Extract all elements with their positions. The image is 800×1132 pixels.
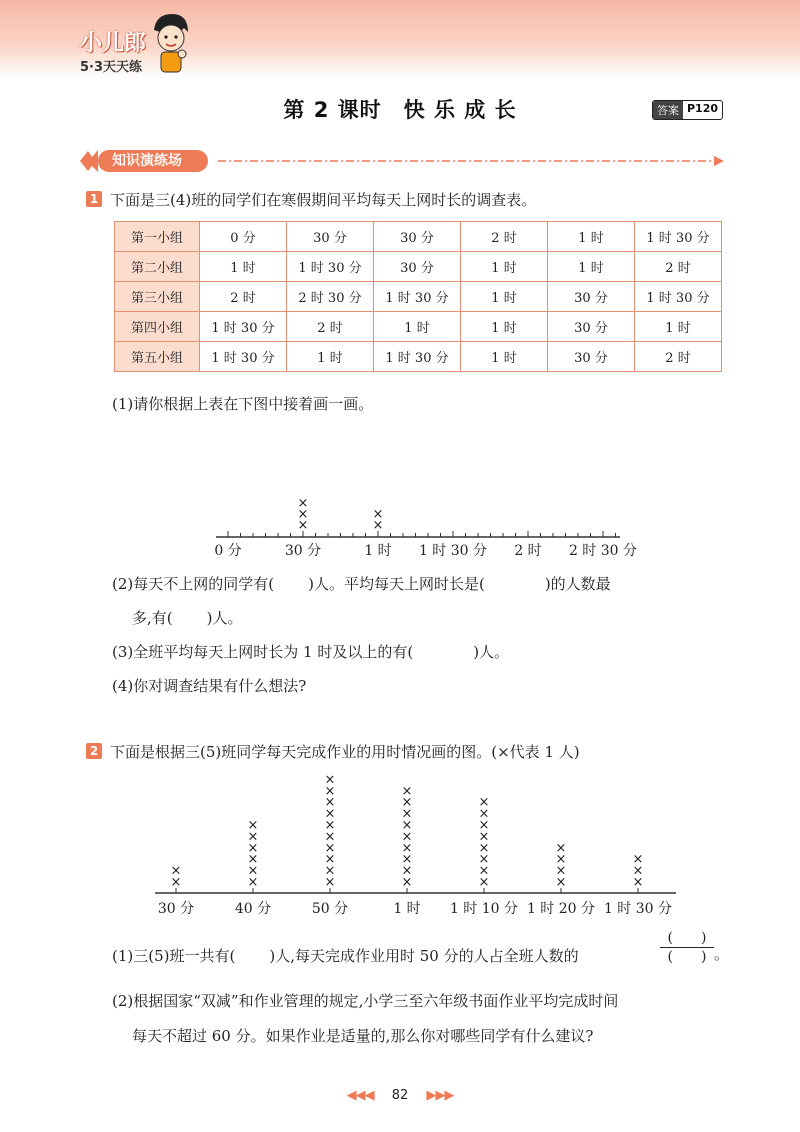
lesson-title: 第 2 课时 快 乐 成 长 <box>283 98 517 122</box>
tick-label: 30 分 <box>284 543 322 559</box>
section-label: 知识演练场 <box>112 153 182 169</box>
table-cell: 30 分 <box>548 282 635 312</box>
q1-sub2-b: )人。平均每天上网时长是( <box>308 575 485 593</box>
mascot-icon <box>148 10 194 74</box>
cross-mark: × <box>555 852 567 868</box>
q1-sub3-a: (3)全班平均每天上网时长为 1 时及以上的有( <box>112 643 414 661</box>
table-cell: 2 时 <box>461 222 548 252</box>
fraction-numerator: ( ) <box>667 930 707 946</box>
cross-mark: × <box>401 829 413 845</box>
table-cell: 2 时 <box>635 342 722 372</box>
question-2-text: 下面是根据三(5)班同学每天完成作业的用时情况画的图。(×代表 1 人) <box>110 743 580 761</box>
cross-mark: × <box>555 875 567 890</box>
table-row <box>115 252 722 282</box>
table-cell: 1 时 30 分 <box>287 252 374 282</box>
cross-mark: × <box>324 840 336 856</box>
q1-sub1: (1)请你根据上表在下图中接着画一画。 <box>112 395 374 413</box>
question-1-text: 下面是三(4)班的同学们在寒假期间平均每天上网时长的调查表。 <box>110 191 537 209</box>
cross-mark: × <box>478 829 490 845</box>
table-row-header: 第二小组 <box>115 252 200 282</box>
cross-mark: × <box>324 829 336 845</box>
category-label: 1 时 10 分 <box>449 901 519 917</box>
cross-mark: × <box>247 840 259 856</box>
fraction-blank[interactable] <box>660 929 714 966</box>
table-cell: 1 时 <box>200 252 287 282</box>
q2-sub2-line2: 每天不超过 60 分。如果作业是适量的,那么你对哪些同学有什么建议? <box>132 1027 594 1045</box>
tick-label: 0 分 <box>214 543 242 559</box>
cross-mark: × <box>401 795 413 811</box>
cross-mark: × <box>372 507 384 522</box>
cross-mark: × <box>401 783 413 799</box>
table-cell: 30 分 <box>548 342 635 372</box>
cross-mark: × <box>170 875 182 890</box>
cross-mark: × <box>401 875 413 890</box>
fraction-denominator: ( ) <box>660 947 714 966</box>
table-row <box>115 282 722 312</box>
q1-sub4: (4)你对调查结果有什么想法? <box>112 677 307 695</box>
table-cell: 1 时 30 分 <box>635 282 722 312</box>
table-cell: 1 时 30 分 <box>374 342 461 372</box>
category-label: 50 分 <box>311 901 349 917</box>
cross-mark: × <box>478 806 490 822</box>
table-cell: 2 时 30 分 <box>287 282 374 312</box>
logo-subtitle: 5·3天天练 <box>80 60 143 75</box>
table-row <box>115 222 722 252</box>
q2-sub1-b: )人,每天完成作业用时 50 分的人占全班人数的 <box>269 947 579 965</box>
table-cell: 2 时 <box>200 282 287 312</box>
cross-mark: × <box>478 840 490 856</box>
cross-mark: × <box>324 772 336 788</box>
table-cell: 1 时 30 分 <box>635 222 722 252</box>
cross-mark: × <box>401 840 413 856</box>
cross-mark: × <box>324 806 336 822</box>
question-number-2: 2 <box>86 743 102 759</box>
category-label: 40 分 <box>234 901 272 917</box>
table-row <box>115 342 722 372</box>
table-cell: 1 时 30 分 <box>200 342 287 372</box>
table-row <box>115 312 722 342</box>
cross-mark: × <box>247 829 259 845</box>
question-number-1: 1 <box>86 191 102 207</box>
line-plot-1 <box>0 480 800 570</box>
tick-label: 1 时 30 分 <box>418 543 488 559</box>
cross-mark: × <box>324 795 336 811</box>
table-cell: 1 时 <box>548 222 635 252</box>
cross-mark: × <box>297 496 309 511</box>
q1-sub2-e: )人。 <box>206 609 243 627</box>
cross-mark: × <box>324 852 336 868</box>
cross-mark: × <box>555 863 567 879</box>
cross-mark: × <box>247 818 259 833</box>
tick-label: 1 时 <box>364 543 392 559</box>
table-cell: 1 时 <box>461 342 548 372</box>
table-row-header: 第五小组 <box>115 342 200 372</box>
cross-mark: × <box>372 518 384 533</box>
table-cell: 0 分 <box>200 222 287 252</box>
table-cell: 2 时 <box>287 312 374 342</box>
cross-mark: × <box>170 863 182 879</box>
q1-sub2-d: 多,有( <box>132 609 173 627</box>
table-cell: 1 时 <box>548 252 635 282</box>
cross-mark: × <box>324 818 336 833</box>
survey-table <box>114 221 722 372</box>
logo-title: 小儿郎 <box>80 31 147 56</box>
table-cell: 1 时 <box>461 282 548 312</box>
page-number: 82 <box>391 1088 409 1103</box>
category-label: 30 分 <box>157 901 195 917</box>
q2-sub1-end: 。 <box>714 945 730 963</box>
cross-mark: × <box>401 863 413 879</box>
q2-sub2-line1: (2)根据国家“双减”和作业管理的规定,小学三至六年级书面作业平均完成时间 <box>112 992 619 1010</box>
table-cell: 1 时 <box>635 312 722 342</box>
left-arrows-icon: ◀◀◀ <box>346 1088 374 1103</box>
cross-mark: × <box>632 863 644 879</box>
cross-mark: × <box>478 852 490 868</box>
q1-sub3 <box>112 641 509 662</box>
cross-mark: × <box>247 875 259 890</box>
answer-label: 答案 <box>653 101 683 119</box>
table-row-header: 第一小组 <box>115 222 200 252</box>
cross-mark: × <box>401 806 413 822</box>
category-label: 1 时 20 分 <box>526 901 596 917</box>
right-arrows-icon: ▶▶▶ <box>426 1088 454 1103</box>
q1-sub2-line2 <box>132 607 242 628</box>
table-cell: 1 时 30 分 <box>374 282 461 312</box>
table-cell: 1 时 <box>461 312 548 342</box>
table-row-header: 第三小组 <box>115 282 200 312</box>
table-cell: 1 时 <box>287 342 374 372</box>
q1-sub2-c: )的人数最 <box>544 575 611 593</box>
q2-sub1 <box>112 945 579 966</box>
cross-mark: × <box>632 875 644 890</box>
cross-mark: × <box>324 863 336 879</box>
cross-mark: × <box>478 795 490 811</box>
cross-mark: × <box>324 783 336 799</box>
cross-mark: × <box>478 863 490 879</box>
line-plot-2 <box>0 770 800 920</box>
category-label: 1 时 <box>393 901 421 917</box>
table-cell: 1 时 <box>461 252 548 282</box>
table-cell: 2 时 <box>635 252 722 282</box>
cross-mark: × <box>555 840 567 856</box>
table-cell: 30 分 <box>287 222 374 252</box>
table-cell: 30 分 <box>374 222 461 252</box>
tick-label: 2 时 <box>514 543 542 559</box>
cross-mark: × <box>401 818 413 833</box>
cross-mark: × <box>297 518 309 533</box>
table-cell: 30 分 <box>548 312 635 342</box>
cross-mark: × <box>247 852 259 868</box>
cross-mark: × <box>324 875 336 890</box>
q2-sub1-a: (1)三(5)班一共有( <box>112 947 236 965</box>
cross-mark: × <box>632 852 644 868</box>
q1-sub2-a: (2)每天不上网的同学有( <box>112 575 275 593</box>
table-cell: 1 时 30 分 <box>200 312 287 342</box>
cross-mark: × <box>297 507 309 522</box>
answer-page: P120 <box>687 102 719 115</box>
q1-sub3-b: )人。 <box>473 643 510 661</box>
table-row-header: 第四小组 <box>115 312 200 342</box>
answer-reference[interactable] <box>652 100 723 120</box>
category-label: 1 时 30 分 <box>603 901 673 917</box>
tick-label: 2 时 30 分 <box>568 543 638 559</box>
page-footer <box>0 1088 800 1103</box>
cross-mark: × <box>247 863 259 879</box>
table-cell: 1 时 <box>374 312 461 342</box>
table-cell: 30 分 <box>374 252 461 282</box>
cross-mark: × <box>478 875 490 890</box>
cross-mark: × <box>478 818 490 833</box>
q1-sub2-line1 <box>112 573 611 594</box>
cross-mark: × <box>401 852 413 868</box>
